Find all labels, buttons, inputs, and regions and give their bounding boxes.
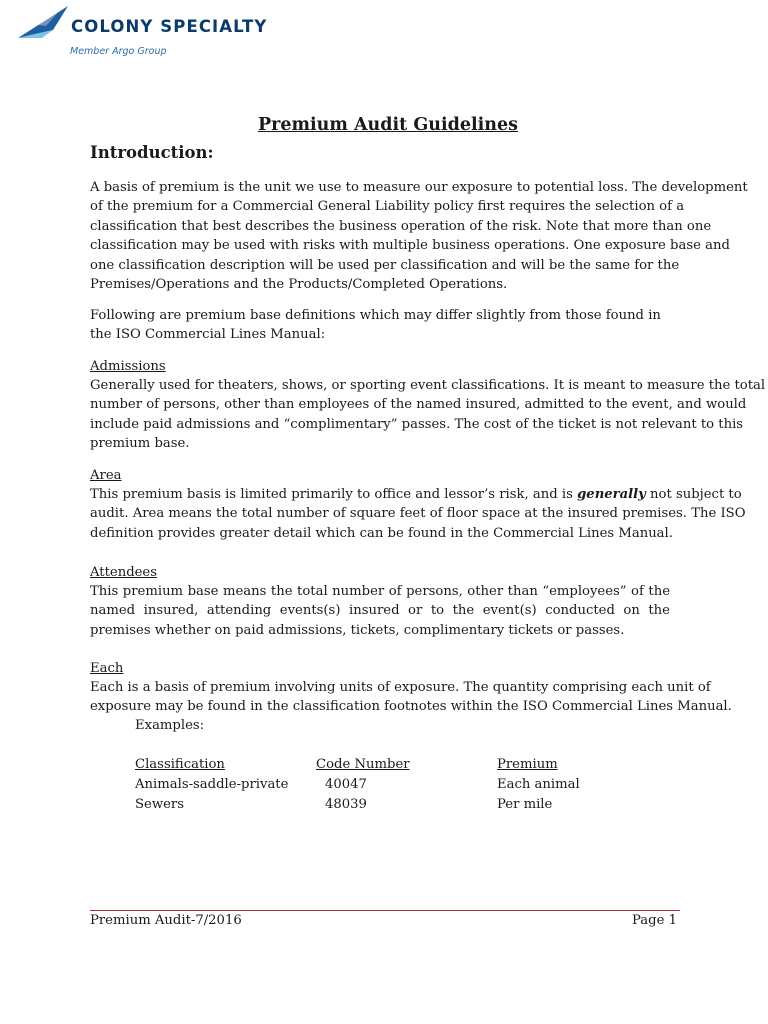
intro-line: one classification description will be used per classification and will be the same for the bbox=[90, 257, 680, 273]
each-line: exposure may be found in the classification footnotes within the ISO Commercial Lines Manual. bbox=[90, 699, 732, 715]
table-row bbox=[135, 795, 595, 815]
admissions-line: premium base. bbox=[90, 436, 190, 452]
code-number-cell: 40047 bbox=[325, 777, 367, 792]
document-title: Premium Audit Guidelines bbox=[257, 115, 519, 135]
premium-cell: Per mile bbox=[497, 797, 553, 812]
admissions-paragraph bbox=[90, 376, 766, 454]
definitions-intro-line: Following are premium base definitions which may differ slightly from those found in bbox=[90, 308, 661, 323]
area-line: audit. Area means the total number of square feet of floor space at the insured premises. The ISO bbox=[90, 506, 746, 522]
area-paragraph bbox=[90, 485, 746, 543]
footer-page-number: Page 1 bbox=[632, 913, 677, 928]
admissions-line: Generally used for theaters, shows, or sporting event classifications. It is meant to measure the total bbox=[90, 378, 766, 393]
intro-line: classification may be used with risks with multiple business operations. One exposure base and bbox=[90, 238, 730, 254]
examples-table bbox=[135, 755, 595, 815]
intro-line: A basis of premium is the unit we use to measure our exposure to potential loss. The development bbox=[90, 180, 748, 195]
table-row bbox=[135, 775, 595, 795]
footer-document-label: Premium Audit-7/2016 bbox=[90, 913, 242, 928]
definitions-intro-paragraph bbox=[90, 306, 670, 345]
each-line: Each is a basis of premium involving units of exposure. The quantity comprising each unit of bbox=[90, 680, 711, 695]
examples-label: Examples: bbox=[135, 718, 205, 733]
area-line: definition provides greater detail which can be found in the Commercial Lines Manual. bbox=[90, 525, 673, 541]
company-logo bbox=[16, 4, 266, 60]
introduction-heading: Introduction: bbox=[90, 143, 214, 162]
attendees-heading: Attendees bbox=[90, 565, 158, 580]
area-line bbox=[90, 485, 742, 504]
each-paragraph bbox=[90, 678, 732, 717]
area-text: not subject to bbox=[645, 487, 742, 502]
classification-cell: Sewers bbox=[135, 797, 185, 812]
attendees-paragraph: This premium base means the total number of persons, other than “employees” of the named insured, attending events(s) insured or to the event(s) conducted on the premises whether on paid admissions, tickets, complimentary tickets or passes. bbox=[90, 584, 670, 638]
area-heading: Area bbox=[90, 468, 122, 483]
intro-line: of the premium for a Commercial General Liability policy first requires the selection of a bbox=[90, 199, 685, 215]
admissions-heading: Admissions bbox=[90, 359, 166, 374]
premium-cell: Each animal bbox=[497, 777, 580, 792]
column-header-classification: Classification bbox=[135, 757, 225, 772]
intro-line: Premises/Operations and the Products/Completed Operations. bbox=[90, 277, 508, 293]
definitions-intro-line: the ISO Commercial Lines Manual: bbox=[90, 327, 326, 343]
column-header-premium: Premium bbox=[497, 757, 558, 772]
intro-line: classification that best describes the business operation of the risk. Note that more than one bbox=[90, 218, 712, 234]
each-heading: Each bbox=[90, 661, 124, 676]
brand-tagline: Member Argo Group bbox=[70, 46, 167, 57]
colony-logo-icon bbox=[16, 4, 70, 42]
classification-cell: Animals-saddle-private bbox=[135, 777, 289, 792]
admissions-line: include paid admissions and “complimentary” passes. The cost of the ticket is not relevant to this bbox=[90, 416, 744, 432]
code-number-cell: 48039 bbox=[325, 797, 367, 812]
table-header-row bbox=[135, 755, 595, 775]
area-emphasis: generally bbox=[577, 487, 646, 502]
admissions-line: number of persons, other than employees of the named insured, admitted to the event, and would bbox=[90, 397, 747, 413]
brand-name: COLONY SPECIALTY bbox=[71, 17, 268, 36]
intro-paragraph bbox=[90, 178, 748, 294]
area-text: This premium basis is limited primarily to office and lessor’s risk, and is bbox=[90, 487, 578, 502]
column-header-code-number: Code Number bbox=[316, 757, 410, 772]
